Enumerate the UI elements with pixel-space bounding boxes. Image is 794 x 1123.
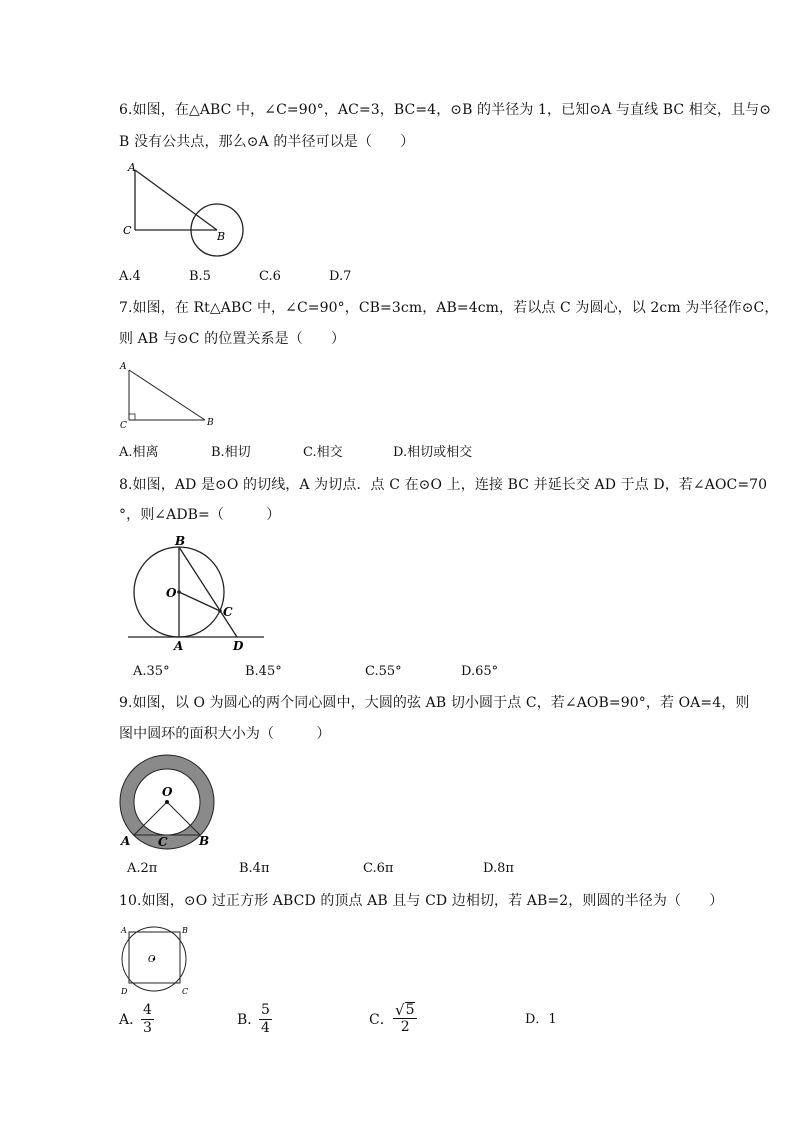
q10-option-b[interactable] [237,1002,270,1036]
q10-label-d: D [121,987,128,996]
q9-option-b[interactable]: B.4π [239,861,270,876]
q10-label-o: O [148,955,156,965]
q10-option-c-sqrt: √ 5 [395,1001,415,1019]
q8-option-d[interactable]: D.65° [461,664,499,679]
q10-label-b: B [182,926,188,935]
q7-figure [119,358,219,433]
q8-label-o: O [166,586,177,600]
q6-label-c: C [123,224,132,237]
q6-label-a: A [128,161,136,174]
q9-option-d[interactable]: D.8π [483,861,514,876]
q10-option-c-fraction [393,1002,417,1036]
q10-option-c-prefix: C． [369,1012,394,1028]
q9-label-c: C [158,835,168,849]
q8-label-a: A [174,639,184,653]
q10-label-a: A [121,926,127,935]
q9-label-a: A [121,834,131,848]
q6-option-b[interactable]: B.5 [189,269,211,284]
q10-option-a-prefix: A． [119,1012,144,1028]
q8-label-d: D [233,639,244,653]
q6-figure [119,160,249,260]
q8-label-c: C [223,605,233,619]
q7-stem-line1: 7.如图，在 Rt△ABC 中，∠C=90°，CB=3cm，AB=4cm，若以点 C 为圆心，以 2cm 为半径作⊙C， [119,300,779,316]
q10-option-a-numerator: 4 [143,1002,152,1018]
q10-option-b-denominator: 4 [261,1020,270,1036]
q7-option-c[interactable]: C.相交 [303,445,343,460]
q9-stem-line2: 图中圆环的面积大小为（ ） [119,726,331,742]
q10-option-a[interactable] [119,1002,152,1036]
q7-stem-line2: 则 AB 与⊙C 的位置关系是（ ） [119,331,346,347]
q10-label-c: C [182,987,189,996]
q9-label-o: O [162,785,173,799]
q7-option-a[interactable]: A.相离 [119,445,159,460]
q10-option-b-fraction [259,1002,272,1037]
q6-option-a[interactable]: A.4 [119,269,141,284]
q8-stem-line1: 8.如图，AD 是⊙O 的切线，A 为切点．点 C 在⊙O 上，连接 BC 并延长交 AD 于点 D，若∠AOC=70 [119,477,768,493]
q6-option-d[interactable]: D.7 [329,269,352,284]
q6-label-b: B [217,230,226,243]
q10-option-c[interactable] [369,1001,415,1035]
q6-stem-line1: 6.如图，在△ABC 中，∠C=90°，AC=3，BC=4，⊙B 的半径为 1，已知⊙A 与直线 BC 相交，且与⊙ [119,102,772,118]
q10-option-d[interactable]: D．1 [525,1012,557,1027]
q8-figure [126,532,271,657]
q10-figure [117,920,195,998]
q10-option-a-fraction [141,1002,154,1037]
q10-option-a-denominator: 3 [143,1020,152,1036]
q10-option-c-denominator: 2 [400,1019,410,1035]
q6-option-c[interactable]: C.6 [259,269,281,284]
q7-option-b[interactable]: B.相切 [211,445,251,460]
q9-stem-line1: 9.如图，以 O 为圆心的两个同心圆中，大圆的弦 AB 切小圆于点 C，若∠AOB=90°，若 OA=4，则 [119,695,750,711]
q9-label-b: B [199,834,210,848]
q6-stem-line2: B 没有公共点，那么⊙A 的半径可以是（ ） [119,134,415,150]
q8-option-b[interactable]: B.45° [245,664,282,679]
q8-option-a[interactable]: A.35° [133,664,170,679]
q8-stem-line2: °，则∠ADB=（ ） [119,507,281,523]
q9-option-c[interactable]: C.6π [363,861,394,876]
q9-figure [117,752,217,850]
q10-stem-line1: 10.如图，⊙O 过正方形 ABCD 的顶点 AB 且与 CD 边相切，若 AB=2，则圆的半径为（ ） [119,893,724,909]
q7-label-c: C [120,421,127,431]
q10-option-b-prefix: B． [237,1012,262,1028]
q8-option-c[interactable]: C.55° [365,664,402,679]
q7-option-d[interactable]: D.相切或相交 [393,445,473,460]
q10-option-b-numerator: 5 [261,1002,270,1018]
q10-option-c-radicand: 5 [405,1002,415,1018]
q8-label-b: B [175,534,186,548]
q7-label-b: B [207,418,214,428]
q9-option-a[interactable]: A.2π [127,861,158,876]
q7-label-a: A [120,362,127,372]
